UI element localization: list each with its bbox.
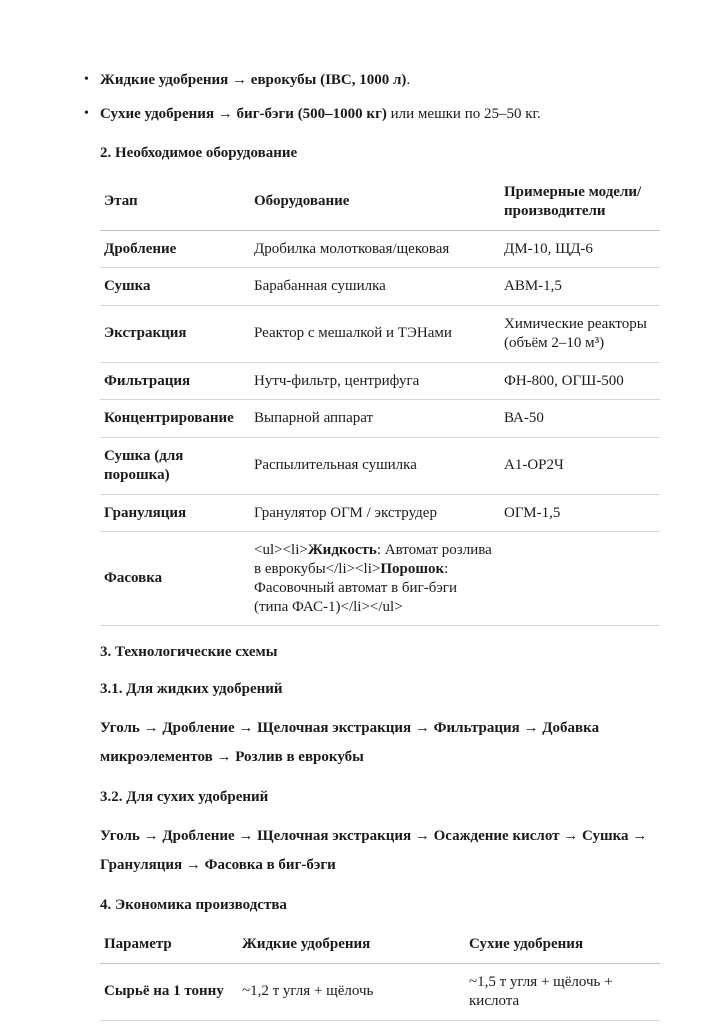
table-header-row — [100, 926, 660, 963]
table-row — [100, 362, 660, 400]
cell-text-segment: : Фасовочный автомат в биг-бэги (типа ФАС-1)</li></ul> — [254, 561, 457, 615]
table-cell: Нутч-фильтр, центрифуга — [250, 362, 500, 400]
cell-bold-segment: Порошок — [380, 561, 445, 577]
table-cell: Барабанная сушилка — [250, 268, 500, 306]
section-heading-dry: 3.2. Для сухих удобрений — [100, 789, 269, 806]
table-cell: ~1,5 т угля + щёлочь + кислота — [465, 964, 660, 1021]
cell-text-segment: : Автомат розлива в еврокубы</li><li> — [254, 542, 492, 577]
table-cell: ВА-50 — [500, 400, 660, 438]
equipment-table — [100, 174, 660, 626]
bullet-regular-text: . — [406, 72, 411, 88]
table-cell: Реактор с мешалкой и ТЭНами — [250, 306, 500, 363]
table-cell: ~1,2 т угля + щёлочь — [238, 964, 465, 1021]
table-row — [100, 268, 660, 306]
table-cell: Концентрирование — [100, 400, 250, 438]
table-cell: Гранулятор ОГМ / экструдер — [250, 494, 500, 532]
table-cell: Дробление — [100, 230, 250, 268]
table-cell: АВМ-1,5 — [500, 268, 660, 306]
table-row — [100, 230, 660, 268]
table-row — [100, 306, 660, 363]
table-header-row — [100, 174, 660, 230]
column-header: Жидкие удобрения — [238, 926, 465, 963]
table-row — [100, 532, 660, 626]
bullet-regular-text: или мешки по 25–50 кг. — [386, 106, 541, 122]
table-cell: Грануляция — [100, 494, 250, 532]
table-cell: ДМ-10, ЩД-6 — [500, 230, 660, 268]
bullet-bold-text: Сухие удобрения → биг-бэги (500–1000 кг) — [100, 106, 387, 122]
table-cell: Фасовка — [100, 532, 250, 626]
column-header: Этап — [100, 174, 250, 230]
table-cell: Сушка — [100, 268, 250, 306]
table-cell: ОГМ-1,5 — [500, 494, 660, 532]
bullet-bold-text: Жидкие удобрения → еврокубы (IBC, 1000 л) — [100, 72, 407, 88]
table-cell: ФН-800, ОГШ-500 — [500, 362, 660, 400]
cell-text-segment: <ul><li> — [254, 542, 308, 559]
table-cell: Выпарной аппарат — [250, 400, 500, 438]
list-item — [100, 70, 660, 91]
economics-table — [100, 926, 660, 1020]
table-row — [100, 964, 660, 1021]
bullet-list — [100, 70, 660, 125]
table-cell: Химические реакторы (объём 2–10 м³) — [500, 306, 660, 363]
table-cell: Сырьё на 1 тонну — [100, 964, 238, 1021]
column-header: Оборудование — [250, 174, 500, 230]
table-cell: Дробилка молотковая/щековая — [250, 230, 500, 268]
section-heading-equipment: 2. Необходимое оборудование — [100, 145, 298, 161]
column-header: Сухие удобрения — [465, 926, 660, 963]
cell-bold-segment: Жидкость — [307, 542, 377, 559]
process-flow-dry: Уголь → Дробление → Щелочная экстракция → Осаждение кислот → Сушка → Грануляция → Фасовка в биг-бэги — [100, 828, 648, 873]
table-cell — [250, 532, 500, 626]
table-cell: Сушка (для порошка) — [100, 438, 250, 495]
table-cell — [500, 532, 660, 626]
table-cell: Экстракция — [100, 306, 250, 363]
section-heading-economics: 4. Экономика производства — [100, 897, 287, 914]
table-cell: Фильтрация — [100, 362, 250, 400]
table-row — [100, 438, 660, 495]
list-item — [100, 104, 660, 125]
table-row — [100, 400, 660, 438]
process-flow-liquid: Уголь → Дробление → Щелочная экстракция → Фильтрация → Добавка микроэлементов → Розлив в еврокубы — [100, 720, 600, 765]
column-header: Примерные модели/производители — [500, 174, 660, 230]
table-row — [100, 494, 660, 532]
section-heading-schemes: 3. Технологические схемы — [100, 644, 278, 661]
column-header: Параметр — [100, 926, 238, 963]
table-cell: А1-ОР2Ч — [500, 438, 660, 495]
table-cell: Распылительная сушилка — [250, 438, 500, 495]
section-heading-liquid: 3.1. Для жидких удобрений — [100, 681, 283, 698]
